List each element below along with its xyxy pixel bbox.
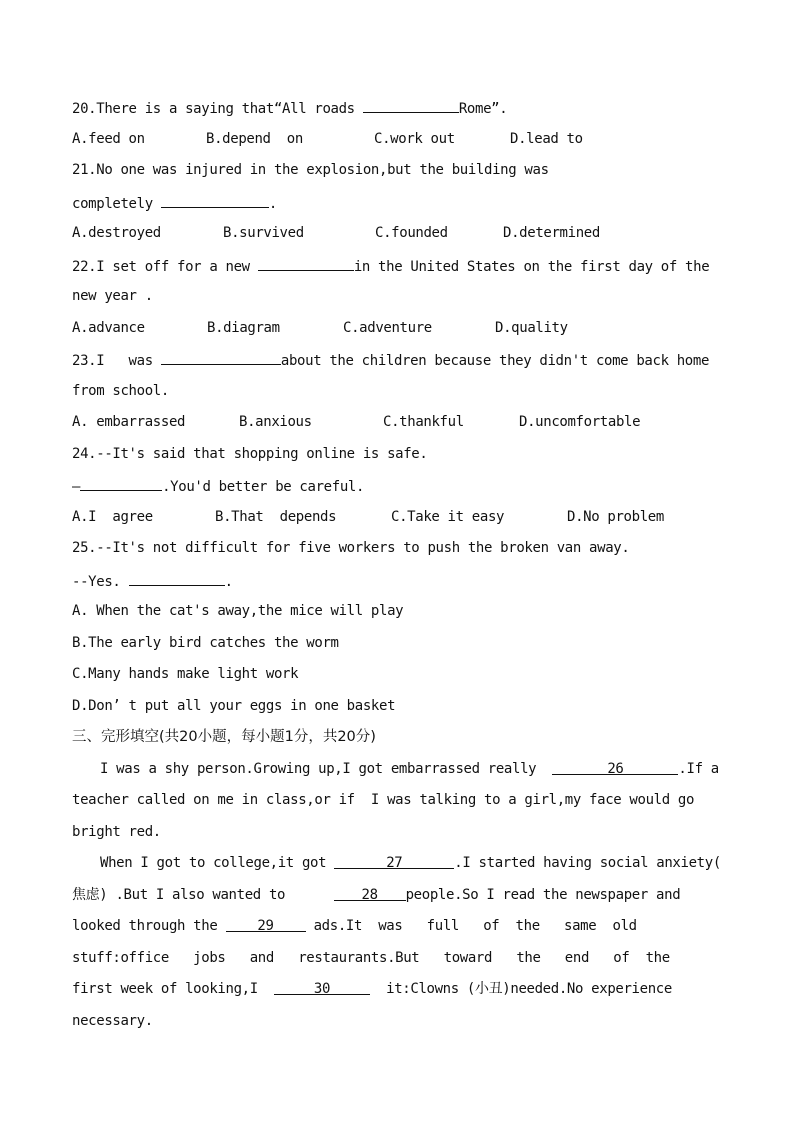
option-c[interactable]: C.Take it easy — [391, 508, 505, 525]
option-b[interactable]: B.depend on — [206, 130, 303, 147]
question-22: 22.I set off for a new in the United States on the first day of the — [72, 254, 722, 286]
question-23: 23.I was about the children because they didn't come back home — [72, 348, 722, 380]
option-c[interactable]: C.founded — [375, 225, 448, 241]
cloze-line: bright red. — [72, 823, 161, 840]
option-d[interactable]: D.uncomfortable — [519, 414, 641, 430]
option-b[interactable]: B.The early bird catches the worm — [72, 634, 339, 651]
options-22 — [72, 317, 722, 349]
option-b[interactable]: B.diagram — [207, 319, 280, 336]
option-a[interactable]: A. When the cat's away,the mice will play — [72, 603, 404, 619]
cloze-line: stuff:office jobs and restaurants.But toward the end of the — [72, 949, 670, 966]
option-a[interactable]: A.feed on — [72, 130, 145, 147]
answer-blank-20[interactable] — [363, 96, 459, 113]
question-21-cont: completely . — [72, 191, 722, 223]
section-heading: 三、完形填空(共20小题，每小题1分，共20分) — [72, 729, 376, 745]
option-a[interactable]: A.I agree — [72, 508, 153, 525]
cloze-line: When I got to college,it got 27 .I started having social anxiety( — [72, 852, 722, 884]
option-b[interactable]: B.anxious — [239, 414, 312, 430]
option-b[interactable]: B.That depends — [215, 508, 337, 525]
cloze-blank-26[interactable]: 26 — [552, 758, 678, 775]
answer-blank-23[interactable] — [161, 348, 281, 365]
option-d[interactable]: D.Don’ t put all your eggs in one basket — [72, 697, 396, 714]
question-25: 25.--It's not difficult for five workers to push the broken van away. — [72, 540, 630, 556]
answer-blank-25[interactable] — [129, 569, 225, 586]
option-d[interactable]: D.No problem — [567, 508, 664, 525]
options-21 — [72, 222, 722, 254]
option-a[interactable]: A.destroyed — [72, 225, 161, 241]
cloze-line: teacher called on me in class,or if I was talking to a girl,my face would go — [72, 792, 695, 808]
cloze-line: necessary. — [72, 1012, 153, 1029]
option-d[interactable]: D.quality — [495, 319, 568, 336]
cloze-line: 焦虑) .But I also wanted to 28 people.So I read the newspaper and — [72, 884, 722, 916]
question-20: 20.There is a saying that“All roads Rome”. — [72, 96, 722, 128]
exam-page — [72, 96, 722, 1041]
question-25-cont: --Yes. . — [72, 569, 722, 601]
cloze-line: first week of looking,I 30 it:Clowns (小丑)needed.No experience — [72, 978, 722, 1010]
option-c[interactable]: C.adventure — [343, 319, 432, 336]
cloze-blank-29[interactable]: 29 — [226, 915, 306, 932]
option-b[interactable]: B.survived — [223, 225, 304, 241]
option-c[interactable]: C.thankful — [383, 414, 464, 430]
option-c[interactable]: C.work out — [374, 130, 455, 147]
option-d[interactable]: D.determined — [503, 225, 600, 241]
answer-blank-24[interactable] — [80, 474, 162, 491]
question-24-cont: — .You'd better be careful. — [72, 474, 722, 506]
option-a[interactable]: A. embarrassed — [72, 414, 186, 430]
cloze-line: looked through the 29 ads.It was full of the same old — [72, 915, 722, 947]
option-a[interactable]: A.advance — [72, 319, 145, 336]
question-23-cont: from school. — [72, 382, 169, 399]
cloze-blank-27[interactable]: 27 — [334, 852, 454, 869]
option-d[interactable]: D.lead to — [510, 130, 583, 147]
cloze-line: I was a shy person.Growing up,I got embarrassed really 26 .If a — [72, 758, 722, 790]
question-21: 21.No one was injured in the explosion,but the building was — [72, 162, 549, 178]
options-24 — [72, 506, 722, 538]
answer-blank-21[interactable] — [161, 191, 269, 208]
options-23 — [72, 411, 722, 443]
question-22-cont: new year . — [72, 288, 153, 304]
options-20 — [72, 128, 722, 160]
cloze-blank-30[interactable]: 30 — [274, 978, 370, 995]
option-c[interactable]: C.Many hands make light work — [72, 666, 299, 682]
question-24: 24.--It's said that shopping online is safe. — [72, 445, 428, 462]
cloze-blank-28[interactable]: 28 — [334, 884, 406, 901]
answer-blank-22[interactable] — [258, 254, 354, 271]
